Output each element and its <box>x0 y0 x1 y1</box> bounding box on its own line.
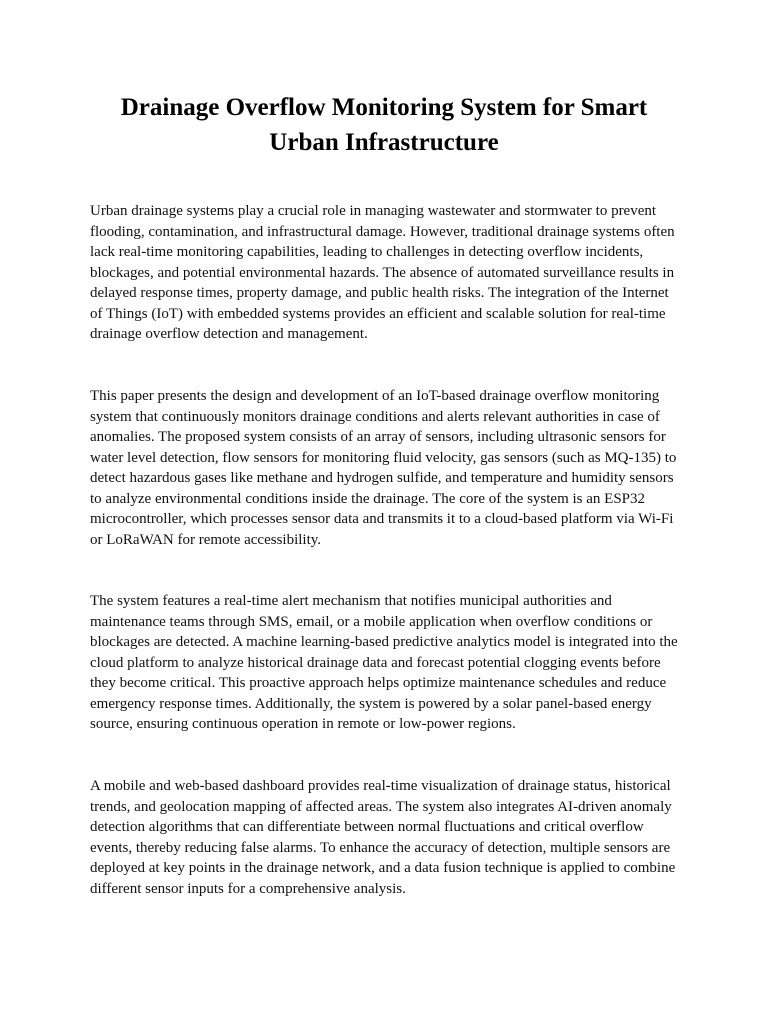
body-paragraph-3: The system features a real-time alert mechanism that notifies municipal authorities and maintenance teams through SMS, email, or a mobile application when overflow conditions or blockages are detected. A machine learning-based predictive analytics model is integrated into the cloud platform to analyze historical drainage data and forecast potential clogging events before they become critical. This proactive approach helps optimize maintenance schedules and reduce emergency response times. Additionally, the system is powered by a solar panel-based energy source, ensuring continuous operation in remote or low-power regions. <box>90 593 678 732</box>
body-paragraph-1: Urban drainage systems play a crucial role in managing wastewater and stormwater to prevent flooding, contamination, and infrastructural damage. However, traditional drainage systems often lack real-time monitoring capabilities, leading to challenges in detecting overflow incidents, blockages, and potential environmental hazards. The absence of automated surveillance results in delayed response times, property damage, and public health risks. The integration of the Internet of Things (IoT) with embedded systems provides an efficient and scalable solution for real-time drainage overflow detection and management. <box>90 203 675 342</box>
body-paragraph-4: A mobile and web-based dashboard provides real-time visualization of drainage status, historical trends, and geolocation mapping of affected areas. The system also integrates AI-driven anomaly detection algorithms that can differentiate between normal fluctuations and critical overflow events, thereby reducing false alarms. To enhance the accuracy of detection, multiple sensors are deployed at key points in the drainage network, and a data fusion technique is applied to combine different sensor inputs for a comprehensive analysis. <box>90 778 676 897</box>
body-paragraph-2: This paper presents the design and development of an IoT-based drainage overflow monitoring system that continuously monitors drainage conditions and alerts relevant authorities in case of anomalies. The proposed system consists of an array of sensors, including ultrasonic sensors for water level detection, flow sensors for monitoring fluid velocity, gas sensors (such as MQ-135) to detect hazardous gases like methane and hydrogen sulfide, and temperature and humidity sensors to analyze environmental conditions inside the drainage. The core of the system is an ESP32 microcontroller, which processes sensor data and transmits it to a cloud-based platform via Wi-Fi or LoRaWAN for remote accessibility. <box>90 388 677 548</box>
document-title: Drainage Overflow Monitoring System for Smart Urban Infrastructure <box>120 94 648 156</box>
